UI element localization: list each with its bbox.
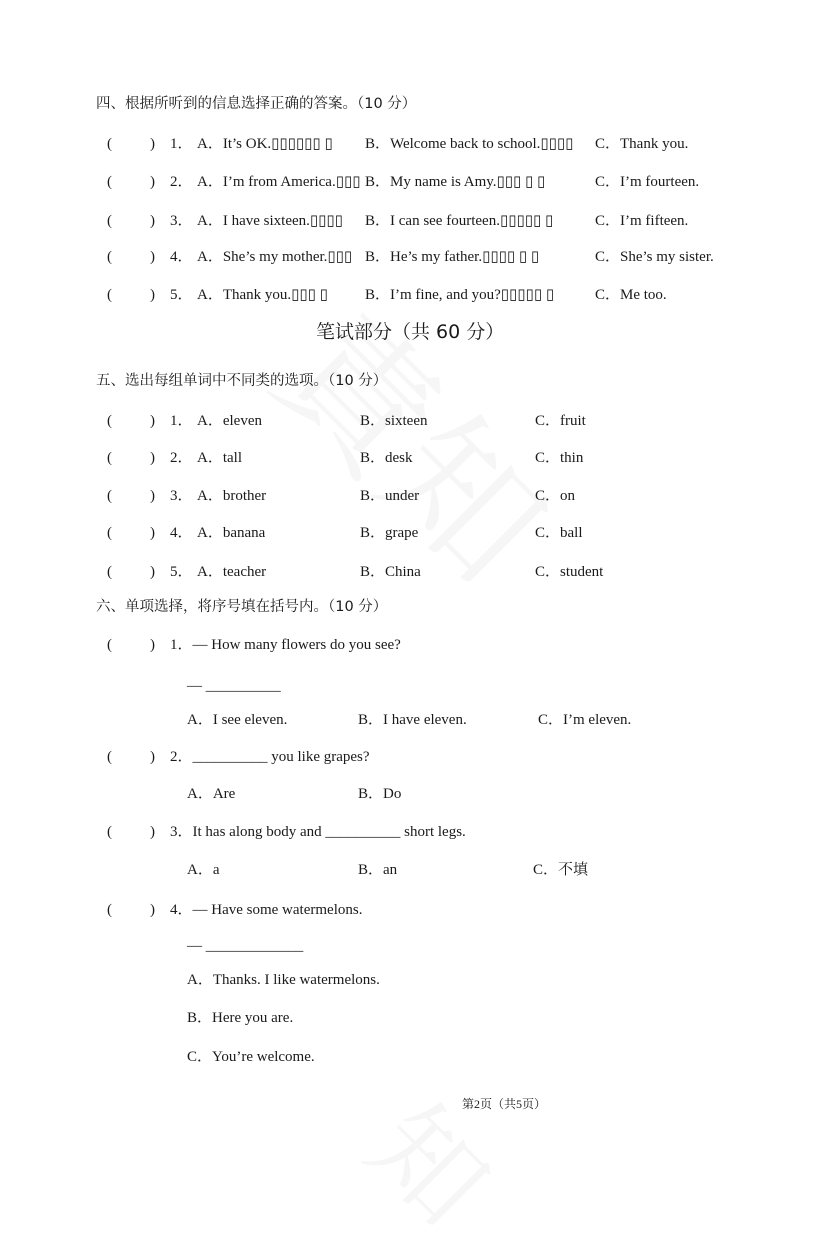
option-b: B．under [360,488,420,504]
question-number: 4． [170,525,193,541]
option-b: B．Here you are. [187,1010,294,1026]
answer-paren-open[interactable]: ( [107,287,112,303]
answer-paren-close: ) [150,564,155,580]
question-number: 3． [170,213,193,229]
answer-blank: — _____________ [187,938,304,954]
option-b: B．Welcome back to school.▯▯▯▯ [365,136,574,152]
option-a: A．a [187,862,220,878]
option-a: A．banana [197,525,266,541]
answer-paren-open[interactable]: ( [107,564,112,580]
question-number: 2． [170,174,193,190]
answer-paren-close: ) [150,174,155,190]
answer-paren-open[interactable]: ( [107,824,112,840]
option-c: C．on [535,488,576,504]
option-a: A．teacher [197,564,267,580]
question-3: 3．It has along body and __________ short legs. [170,824,466,840]
answer-paren-open[interactable]: ( [107,525,112,541]
option-b: B．grape [360,525,419,541]
question-2: 2．__________ you like grapes? [170,749,370,765]
question-number: 1． [170,413,193,429]
option-a: A．Thanks. I like watermelons. [187,972,380,988]
question-1: 1．— How many flowers do you see? [170,637,401,653]
answer-paren-close: ) [150,213,155,229]
option-c: C．You’re welcome. [187,1049,315,1065]
option-a: A．brother [197,488,267,504]
option-c: C．ball [535,525,583,541]
option-a: A．Thank you.▯▯▯ ▯ [197,287,328,303]
question-number: 5． [170,564,193,580]
question-number: 5． [170,287,193,303]
answer-paren-open[interactable]: ( [107,249,112,265]
question-4: 4．— Have some watermelons. [170,902,363,918]
question-number: 1． [170,136,193,152]
answer-paren-close: ) [150,525,155,541]
answer-paren-close: ) [150,637,155,653]
option-b: B．He’s my father.▯▯▯▯ ▯ ▯ [365,249,540,265]
option-a: A．She’s my mother.▯▯▯ [197,249,353,265]
answer-paren-close: ) [150,902,155,918]
answer-paren-close: ) [150,450,155,466]
answer-paren-close: ) [150,287,155,303]
answer-paren-open[interactable]: ( [107,450,112,466]
option-a: A．tall [197,450,242,466]
answer-paren-close: ) [150,749,155,765]
option-b: B．sixteen [360,413,428,429]
section-5-title: 五、选出每组单词中不同类的选项。（10 分） [96,373,388,389]
answer-paren-close: ) [150,824,155,840]
watermark [340,1064,530,1254]
option-b: B．Do [358,786,402,802]
answer-paren-close: ) [150,413,155,429]
option-c: C．不填 [533,862,589,878]
question-number: 4． [170,249,193,265]
option-a: A．I have sixteen.▯▯▯▯ [197,213,343,229]
written-part-title: 笔试部分（共 60 分） [316,321,505,343]
option-a: A．I see eleven. [187,712,288,728]
option-b: B．I’m fine, and you?▯▯▯▯▯ ▯ [365,287,555,303]
option-c: C．I’m fifteen. [595,213,689,229]
option-c: C．Thank you. [595,136,689,152]
answer-paren-open[interactable]: ( [107,136,112,152]
option-b: B．My name is Amy.▯▯▯ ▯ ▯ [365,174,546,190]
option-b: B．I have eleven. [358,712,467,728]
answer-paren-close: ) [150,249,155,265]
section-4-title: 四、根据所听到的信息选择正确的答案。（10 分） [96,96,417,112]
answer-paren-open[interactable]: ( [107,213,112,229]
question-number: 3． [170,488,193,504]
answer-paren-open[interactable]: ( [107,637,112,653]
option-c: C．thin [535,450,584,466]
option-c: C．I’m fourteen. [595,174,700,190]
option-a: A．I’m from America.▯▯▯ [197,174,361,190]
option-c: C．student [535,564,604,580]
option-c: C．Me too. [595,287,667,303]
option-a: A．Are [187,786,236,802]
option-b: B．China [360,564,421,580]
answer-paren-open[interactable]: ( [107,174,112,190]
option-b: B．desk [360,450,413,466]
section-6-title: 六、单项选择，将序号填在括号内。（10 分） [96,599,388,615]
option-c: C．I’m eleven. [538,712,632,728]
answer-paren-open[interactable]: ( [107,749,112,765]
option-a: A．It’s OK.▯▯▯▯▯▯ ▯ [197,136,333,152]
question-number: 2． [170,450,193,466]
option-b: B．an [358,862,398,878]
answer-paren-close: ) [150,136,155,152]
option-c: C．fruit [535,413,586,429]
answer-blank: — __________ [187,678,281,694]
option-a: A．eleven [197,413,262,429]
page-footer: 第2页（共5页） [462,1097,547,1111]
option-b: B．I can see fourteen.▯▯▯▯▯ ▯ [365,213,554,229]
option-c: C．She’s my sister. [595,249,714,265]
answer-paren-open[interactable]: ( [107,413,112,429]
answer-paren-open[interactable]: ( [107,902,112,918]
answer-paren-close: ) [150,488,155,504]
answer-paren-open[interactable]: ( [107,488,112,504]
